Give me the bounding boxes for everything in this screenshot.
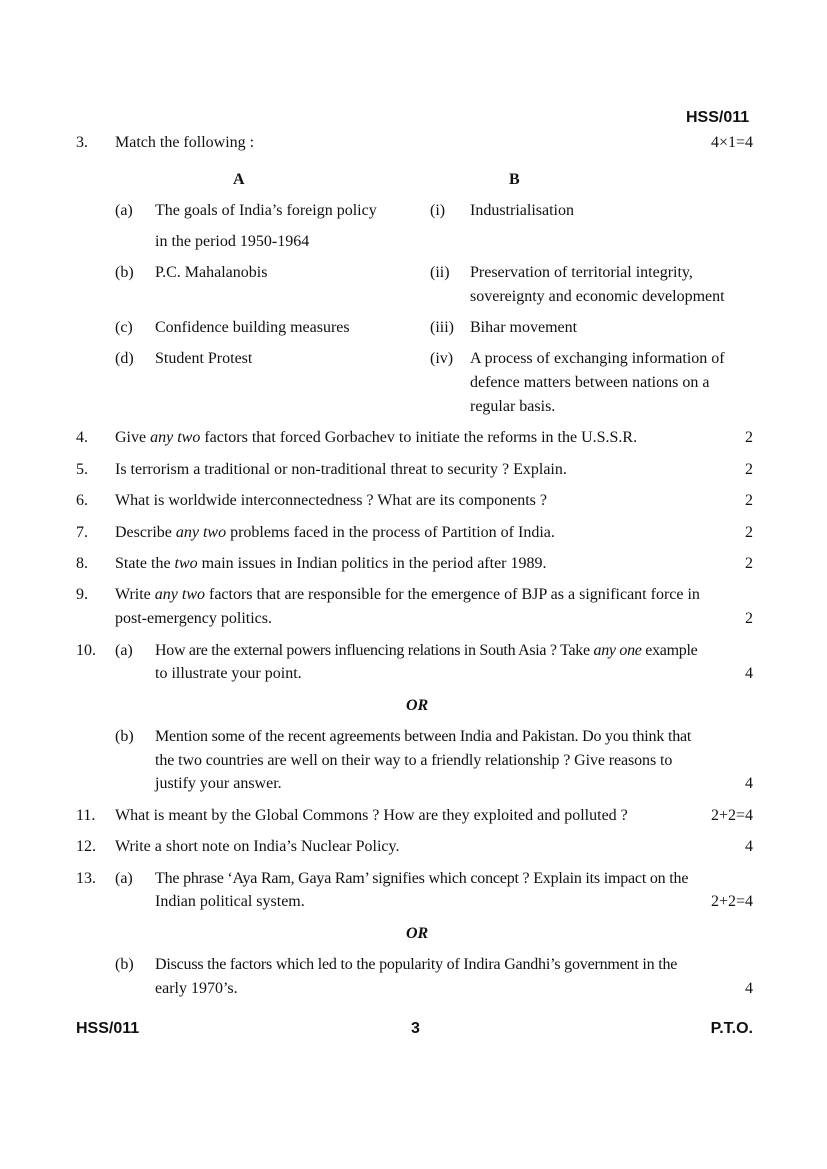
q7-number: 7.	[76, 524, 88, 541]
q10-or: OR	[406, 697, 429, 714]
q12-marks: 4	[745, 838, 753, 855]
q11-text: What is meant by the Global Commons ? How are they exploited and polluted ?	[115, 807, 628, 824]
footer-pto: P.T.O.	[710, 1020, 753, 1037]
q11-marks: 2+2=4	[710, 807, 753, 824]
q6-marks: 2	[745, 492, 753, 509]
q3-row-ii-text-line1: Preservation of territorial integrity,	[470, 264, 693, 281]
q3-row-ii-text-line2: sovereignty and economic development	[470, 288, 725, 305]
q3-text: Match the following :	[115, 134, 255, 151]
q10-number: 10.	[76, 642, 96, 659]
q3-row-i-label: (i)	[430, 202, 446, 219]
q9-text-line1: Write any two factors that are responsible for the emergence of BJP as a significant force in	[115, 586, 700, 603]
q10-a-label: (a)	[115, 642, 133, 659]
q13-a-text-line1: The phrase ‘Aya Ram, Gaya Ram’ signifies which concept ? Explain its impact on the	[155, 870, 689, 887]
q10-b-text-line2: the two countries are well on their way to a friendly relationship ? Give reasons to	[155, 752, 673, 769]
q4-number: 4.	[76, 429, 88, 446]
q5-marks: 2	[745, 461, 753, 478]
q13-b-label: (b)	[115, 956, 134, 973]
footer-code: HSS/011	[76, 1020, 140, 1037]
q13-a-text-line2: Indian political system.	[155, 893, 305, 910]
q3-row-b-text: P.C. Mahalanobis	[155, 264, 268, 281]
q3-row-iii-text: Bihar movement	[470, 319, 578, 336]
q7-text: Describe any two problems faced in the process of Partition of India.	[115, 524, 555, 541]
q3-column-a-heading: A	[233, 171, 245, 188]
q3-row-a-text-line2: in the period 1950-1964	[155, 233, 310, 250]
q10-b-text-line1: Mention some of the recent agreements between India and Pakistan. Do you think that	[155, 728, 692, 745]
q3-row-iv-text-line3: regular basis.	[470, 398, 556, 415]
q6-number: 6.	[76, 492, 88, 509]
q3-row-i-text: Industrialisation	[470, 202, 574, 219]
q13-a-marks: 2+2=4	[710, 893, 753, 910]
q3-row-d-label: (d)	[115, 350, 134, 367]
q13-a-label: (a)	[115, 870, 133, 887]
q8-marks: 2	[745, 555, 753, 572]
q4-marks: 2	[745, 429, 753, 446]
q3-row-b-label: (b)	[115, 264, 134, 281]
q10-b-label: (b)	[115, 728, 134, 745]
q3-row-a-text-line1: The goals of India’s foreign policy	[155, 202, 377, 219]
q3-row-d-text: Student Protest	[155, 350, 253, 367]
q3-row-a-label: (a)	[115, 202, 133, 219]
q3-row-iv-text-line1: A process of exchanging information of	[470, 350, 725, 367]
q10-b-text-line3: justify your answer.	[155, 775, 282, 792]
q10-b-marks: 4	[745, 775, 753, 792]
q3-row-c-label: (c)	[115, 319, 133, 336]
q13-or: OR	[406, 925, 429, 942]
q9-text-line2: post-emergency politics.	[115, 610, 272, 627]
q9-marks: 2	[745, 610, 753, 627]
q10-a-text-line2: to illustrate your point.	[155, 665, 302, 682]
q10-a-text-line1: How are the external powers influencing relations in South Asia ? Take any one example	[155, 642, 698, 659]
q3-number: 3.	[76, 134, 88, 151]
q12-text: Write a short note on India’s Nuclear Policy.	[115, 838, 400, 855]
page-number: 3	[411, 1020, 420, 1037]
q3-column-b-heading: B	[509, 171, 520, 188]
q4-text: Give any two factors that forced Gorbachev to initiate the reforms in the U.S.S.R.	[115, 429, 638, 446]
q5-number: 5.	[76, 461, 88, 478]
q7-marks: 2	[745, 524, 753, 541]
q9-number: 9.	[76, 586, 88, 603]
q3-row-c-text: Confidence building measures	[155, 319, 350, 336]
q13-b-marks: 4	[745, 980, 753, 997]
q3-row-iii-label: (iii)	[430, 319, 454, 336]
q10-a-marks: 4	[745, 665, 753, 682]
q5-text: Is terrorism a traditional or non-traditional threat to security ? Explain.	[115, 461, 567, 478]
q3-row-ii-label: (ii)	[430, 264, 450, 281]
q8-number: 8.	[76, 555, 88, 572]
q12-number: 12.	[76, 838, 96, 855]
q13-number: 13.	[76, 870, 96, 887]
q8-text: State the two main issues in Indian politics in the period after 1989.	[115, 555, 547, 572]
q6-text: What is worldwide interconnectedness ? What are its components ?	[115, 492, 548, 509]
q13-b-text-line2: early 1970’s.	[155, 980, 238, 997]
header-code: HSS/011	[686, 109, 750, 126]
q13-b-text-line1: Discuss the factors which led to the popularity of Indira Gandhi’s government in the	[155, 956, 678, 973]
q3-row-iv-label: (iv)	[430, 350, 454, 367]
q3-marks: 4×1=4	[710, 134, 753, 151]
q11-number: 11.	[76, 807, 96, 824]
q3-row-iv-text-line2: defence matters between nations on a	[470, 374, 710, 391]
